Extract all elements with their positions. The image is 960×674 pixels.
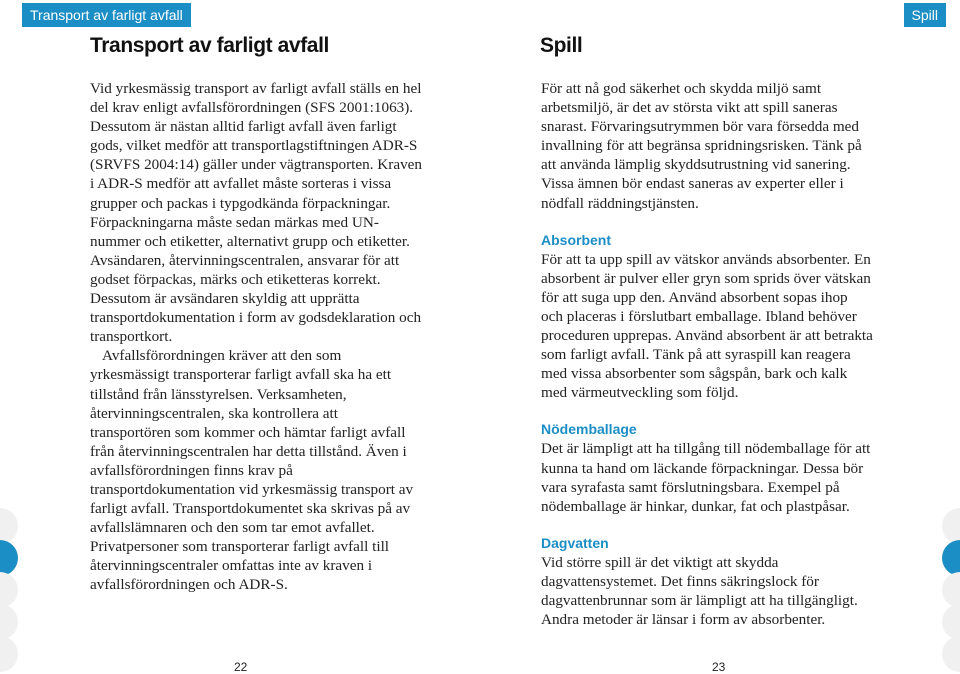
body-text — [90, 79, 422, 595]
section-tab-label: Transport av farligt avfall — [22, 3, 191, 27]
section-heading-nodemballage: Nödemballage — [541, 421, 637, 438]
paragraph: Vid yrkesmässig transport av farligt avfall ställs en hel del krav enligt avfallsförordningen (SFS 2001:1063). Dessutom är nästan alltid farligt avfall även farligt gods, vilket medför att transportlagstiftningen ADR-S (SRVFS 2004:14) gäller under vägtransporten. Kraven i ADR-S medför att avfallet måste sorteras i vissa grupper och packas i typgodkända förpackningar. Förpackningarna måste sedan märkas med UN-nummer och etiketter, alternativt grupp och etiketter. Avsändaren, återvinningscentralen, ansvarar för att godset förpackas, märks och etiketteras korrekt. Dessutom är avsändaren skyldig att upprätta transportdokumentation i form av godsdeklaration och transportkort. — [90, 80, 422, 346]
thumb-tab-dot — [0, 572, 18, 608]
paragraph: Avfallsförordningen kräver att den som yrkesmässigt transporterar farligt avfall ska ha ett tillstånd från länsstyrelsen. Verksamheten, återvinningscentralen, ska kontrollera att transportören som kommer och hämtar farligt avfall från återvinningscentralen har detta tillstånd. Även i avfallsförordningen finns krav på transportdokumentation vid yrkesmässig transport av farligt avfall. Transportdokumentet ska skrivas på av avfallslämnaren och den som tar emot avfallet. Privatpersoner som transporterar farligt avfall till återvinningscentraler omfattas inte av kraven i avfallsförordningen och ADR-S. — [90, 347, 414, 594]
page-title: Spill — [540, 34, 583, 57]
page-title: Transport av farligt avfall — [90, 34, 329, 57]
thumb-tab-dot — [0, 508, 18, 544]
thumb-tab-dot — [942, 572, 960, 608]
right-page — [480, 0, 960, 674]
thumb-tab-dot-active — [0, 540, 18, 576]
section-tab-label: Spill — [904, 3, 946, 27]
body-text — [541, 79, 873, 629]
intro-paragraph: För att nå god säkerhet och skydda miljö samt arbetsmiljö, är det av största vikt att spill saneras snarast. Förvaringsutrymmen bör vara försedda med invallning för att begränsa spridningsrisken. Tänk på att använda lämplig skyddsutrustning vid sanering. Vissa ämnen bör endast saneras av experter eller i nödfall räddningstjänsten. — [541, 80, 862, 212]
thumb-tab-dot — [942, 508, 960, 544]
thumb-tab-dot — [0, 636, 18, 672]
thumb-tab-dot — [0, 604, 18, 640]
section-text-nodemballage: Det är lämpligt att ha tillgång till nödemballage för att kunna ta hand om läckande förpackningar. Dessa bör vara syrafasta samt förslutningsbara. Exempel på nödemballage är hinkar, dunkar, fat och plastpåsar. — [541, 440, 871, 515]
section-heading-dagvatten: Dagvatten — [541, 534, 609, 551]
section-heading-absorbent: Absorbent — [541, 231, 611, 248]
page-number: 23 — [712, 660, 726, 674]
page-number: 22 — [234, 660, 248, 674]
section-text-dagvatten: Vid större spill är det viktigt att skydda dagvattensystemet. Det finns säkringslock för dagvattenbrunnar som är lämpligt att ha tillgängligt. Andra metoder är länsar i form av absorbenter. — [541, 553, 858, 629]
thumb-tab-dot — [942, 604, 960, 640]
section-text-absorbent: För att ta upp spill av vätskor används absorbenter. En absorbent är pulver eller gryn som sprids över vätskan för att suga upp den. Använd absorbent sopas ihop och placeras i förslutbart emballage. Ibland behöver proceduren upprepas. Använd absorbent är att betrakta som farligt avfall. Tänk på att syraspill kan reagera med vissa absorbenter som sågspån, bark och kalk med värmeutveckling som följd. — [541, 250, 873, 402]
thumb-tab-dot — [942, 636, 960, 672]
thumb-tab-dot-active — [942, 540, 960, 576]
